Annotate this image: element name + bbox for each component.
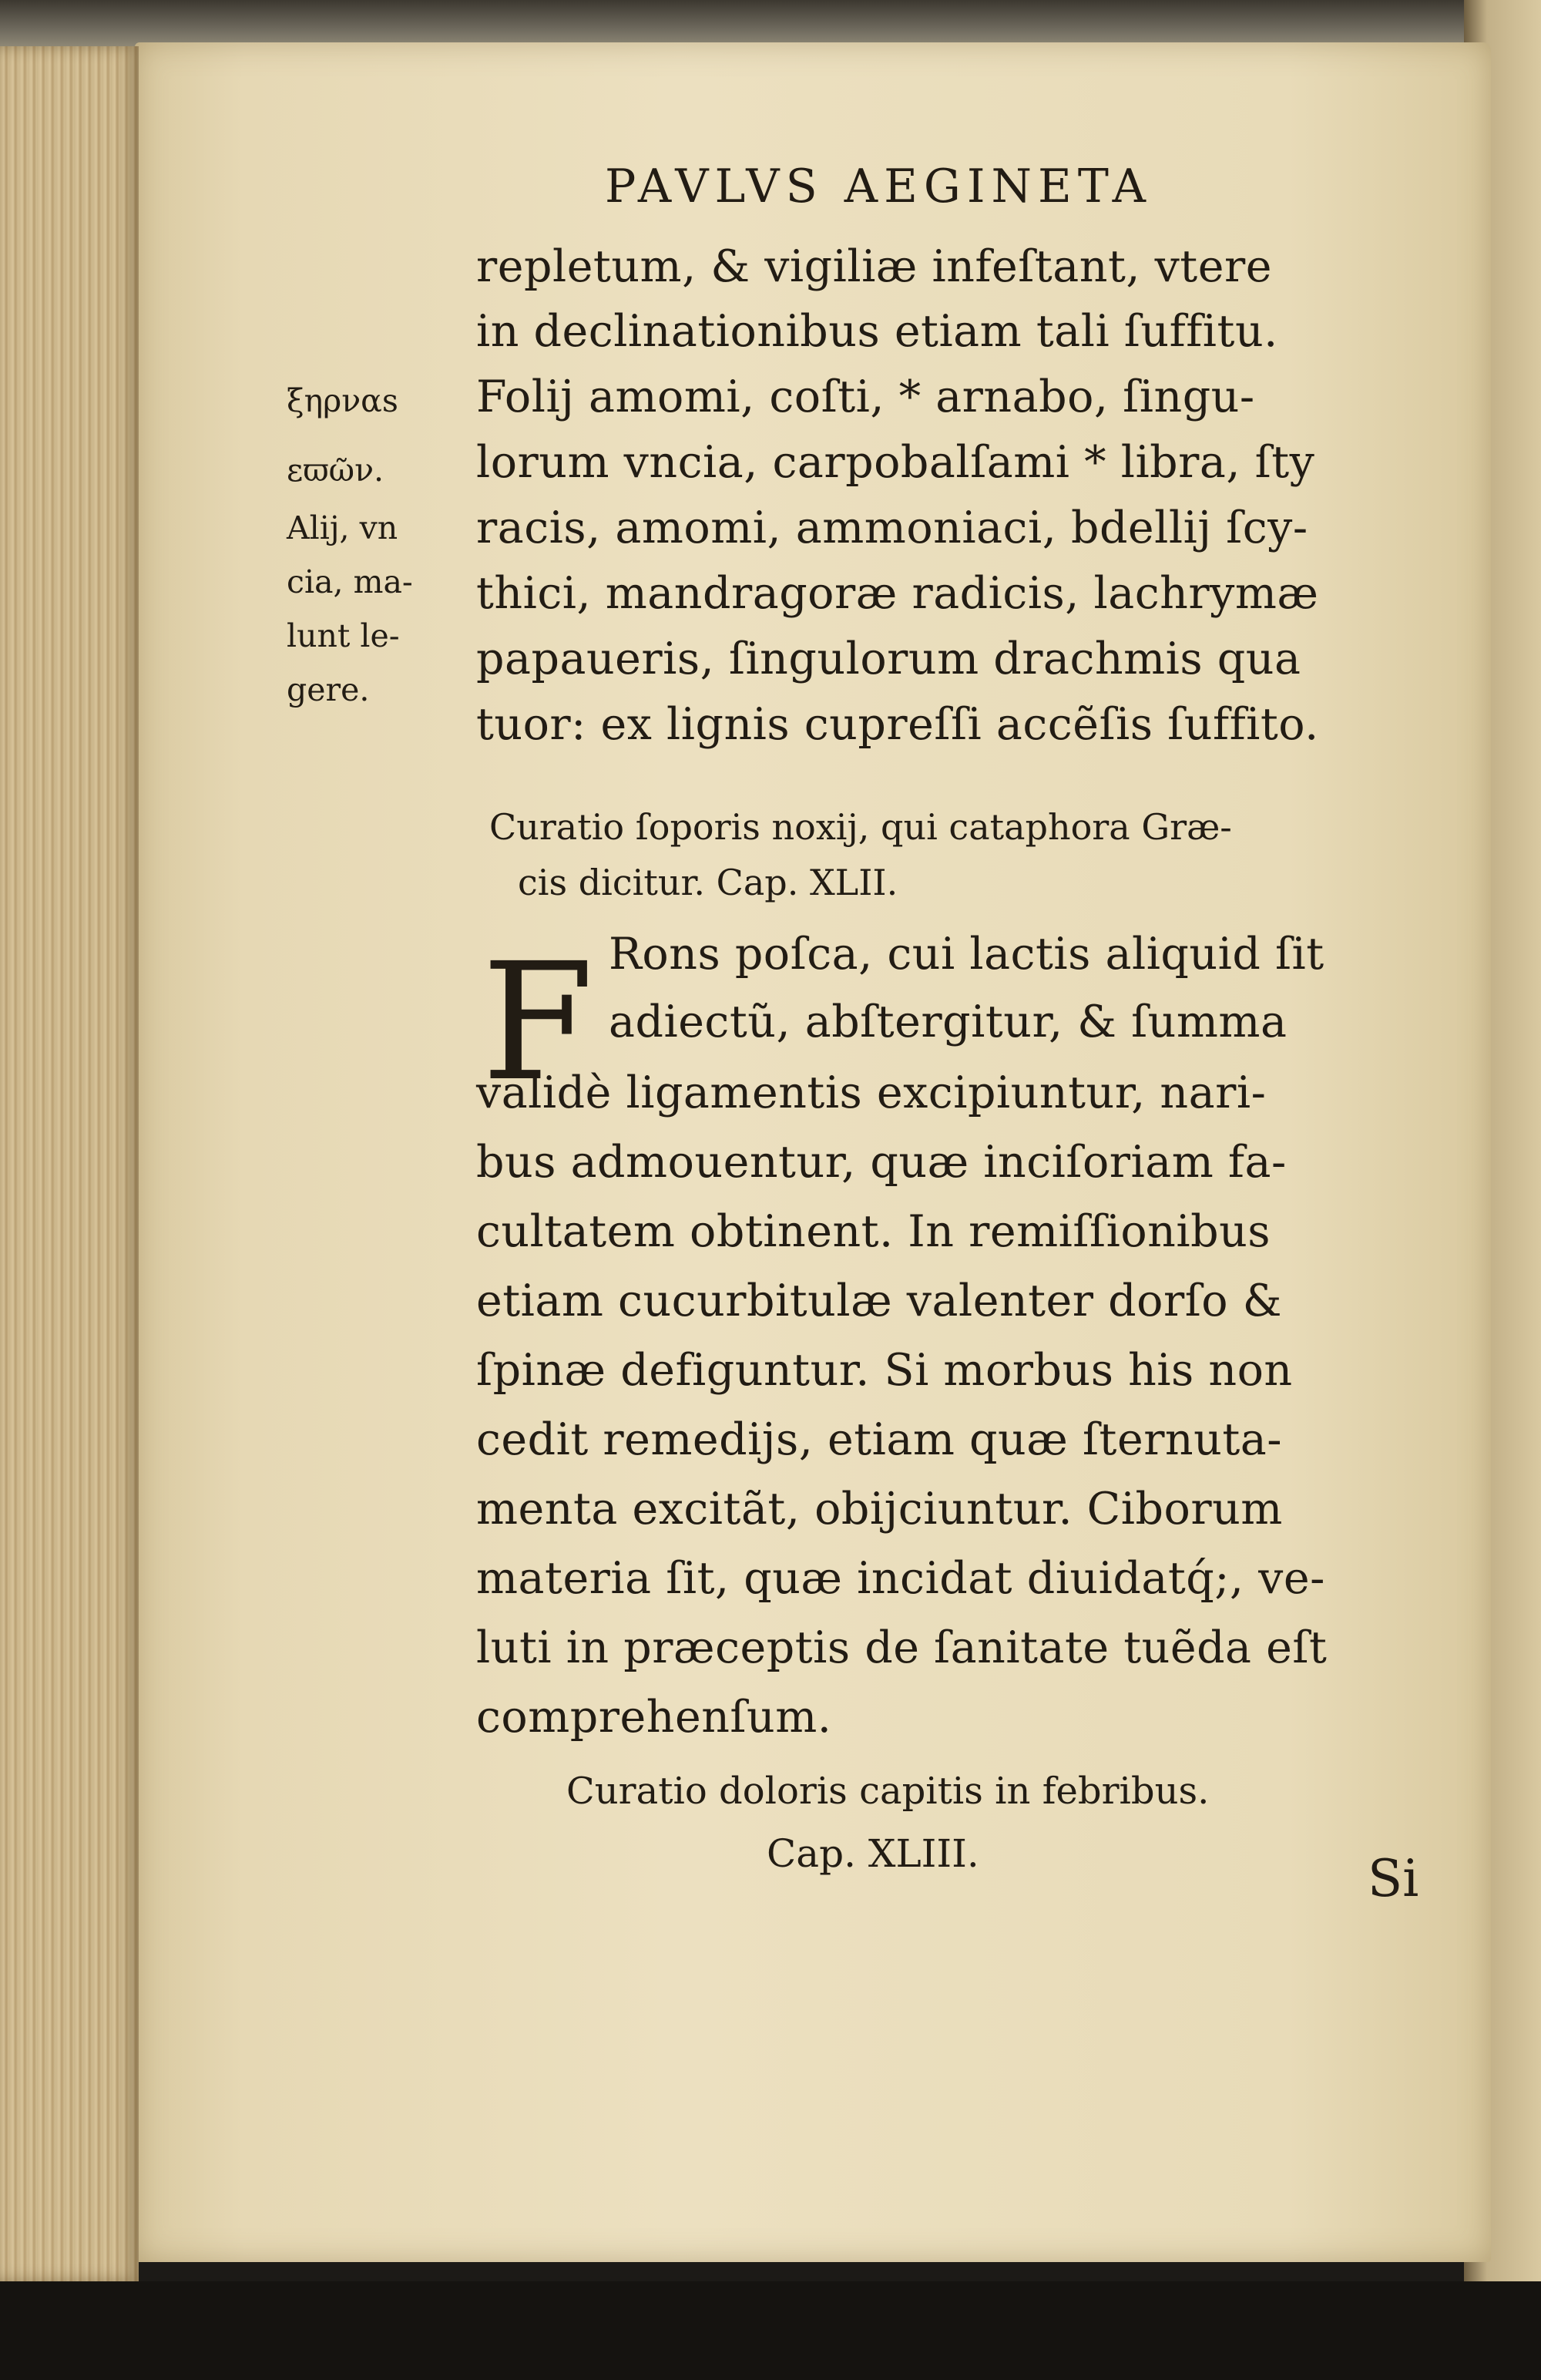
margin-note: Alij, vn	[287, 509, 398, 546]
chapter-title-line: Curatio doloris capitis in febribus.	[566, 1770, 1210, 1813]
margin-note: εϖῶν.	[287, 452, 384, 489]
running-head: PAVLVS AEGINETA	[605, 160, 1152, 213]
background-bottom	[0, 2281, 1541, 2380]
margin-note: gere.	[287, 671, 370, 708]
body-line: cultatem obtinent. In remiſſionibus	[476, 1206, 1271, 1257]
body-line: in declinationibus etiam tali ſuffitu.	[476, 306, 1278, 357]
body-line: menta excitãt, obijciuntur. Ciborum	[476, 1484, 1283, 1535]
body-line: thici, mandragoræ radicis, lachrymæ	[476, 568, 1319, 619]
body-line: Folij amomi, coſti, * arnabo, ſingu-	[476, 371, 1255, 422]
body-line: luti in præceptis de ſanitate tuẽda eſt	[476, 1622, 1328, 1673]
chapter-number: Cap. XLIII.	[767, 1831, 979, 1876]
body-line: etiam cucurbitulæ valenter dorſo &	[476, 1276, 1282, 1326]
body-line: Rons poſca, cui lactis aliquid ſit	[609, 929, 1324, 980]
body-line: papaueris, ſingulorum drachmis qua	[476, 634, 1301, 684]
drop-cap-initial: F	[482, 928, 594, 1117]
chapter-number: cis dicitur. Cap. XLII.	[518, 862, 898, 903]
margin-note: lunt le-	[287, 617, 400, 654]
page-edges-stack	[0, 46, 139, 2281]
margin-note: cia, ma-	[287, 563, 413, 600]
catchword: Si	[1368, 1849, 1419, 1908]
body-line: ſpinæ defiguntur. Si morbus his non	[476, 1345, 1293, 1396]
body-line: bus admouentur, quæ inciſoriam fa-	[476, 1137, 1287, 1188]
margin-note: ξηρναs	[287, 382, 398, 419]
body-line: cedit remedijs, etiam quæ ſternuta-	[476, 1414, 1283, 1465]
body-line: repletum, & vigiliæ infeſtant, vtere	[476, 241, 1272, 292]
body-line: validè ligamentis excipiuntur, nari-	[476, 1067, 1267, 1118]
body-line: materia ſit, quæ incidat diuidatq́;, ve-	[476, 1553, 1325, 1604]
body-line: tuor: ex lignis cupreſſi accẽſis ſuffito.	[476, 699, 1319, 750]
chapter-title-line: Curatio ſoporis noxij, qui cataphora Græ-	[489, 806, 1232, 848]
body-line: racis, amomi, ammoniaci, bdellij ſcy-	[476, 503, 1308, 553]
body-line: comprehenſum.	[476, 1692, 832, 1743]
body-line: adiectũ, abſtergitur, & ſumma	[609, 997, 1288, 1047]
body-line: lorum vncia, carpobalſami * libra, ſty	[476, 437, 1315, 488]
